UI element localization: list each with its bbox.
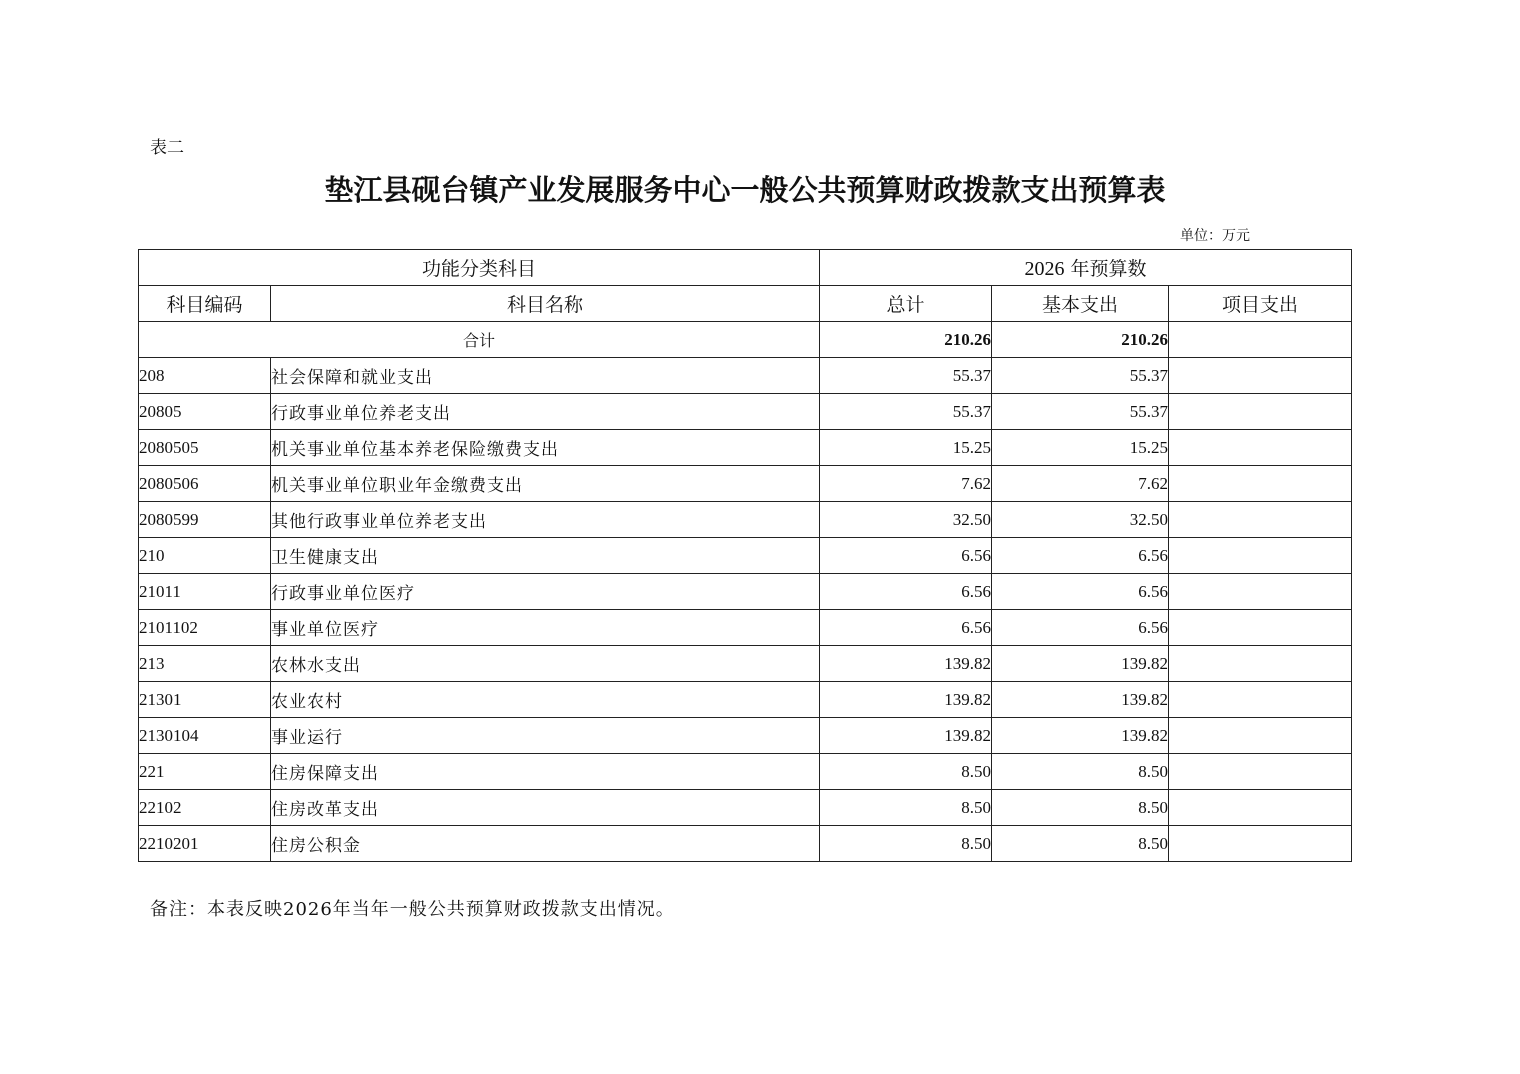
row-project (1169, 790, 1352, 826)
row-code: 21011 (139, 574, 271, 610)
table-label: 表二 (150, 138, 184, 158)
header-budget-year-number: 2026 (1024, 258, 1065, 280)
row-basic: 15.25 (992, 430, 1169, 466)
table-row (139, 646, 1352, 682)
unit-label: 单位：万元 (1180, 228, 1250, 244)
remark-note: 备注：本表反映2026年当年一般公共预算财政拨款支出情况。 (150, 899, 675, 920)
row-name: 机关事业单位基本养老保险缴费支出 (271, 430, 820, 466)
header-col-total: 总计 (820, 286, 992, 322)
row-code: 2130104 (139, 718, 271, 754)
row-project (1169, 718, 1352, 754)
total-basic: 210.26 (992, 322, 1169, 358)
row-basic: 32.50 (992, 502, 1169, 538)
row-name: 住房改革支出 (271, 790, 820, 826)
header-budget-year (820, 250, 1352, 286)
row-project (1169, 610, 1352, 646)
row-code: 20805 (139, 394, 271, 430)
row-project (1169, 646, 1352, 682)
row-name: 农业农村 (271, 682, 820, 718)
row-total: 55.37 (820, 394, 992, 430)
table-row (139, 394, 1352, 430)
budget-table (138, 249, 1352, 862)
row-total: 6.56 (820, 574, 992, 610)
header-row-top (139, 250, 1352, 286)
table-row (139, 466, 1352, 502)
table-row (139, 502, 1352, 538)
row-name: 事业运行 (271, 718, 820, 754)
table-row (139, 574, 1352, 610)
table-row (139, 718, 1352, 754)
row-name: 事业单位医疗 (271, 610, 820, 646)
table-row (139, 610, 1352, 646)
table-body (139, 322, 1352, 862)
total-label: 合计 (139, 322, 820, 358)
row-code: 2210201 (139, 826, 271, 862)
row-total: 6.56 (820, 538, 992, 574)
row-name: 住房保障支出 (271, 754, 820, 790)
row-project (1169, 574, 1352, 610)
row-total: 15.25 (820, 430, 992, 466)
row-total: 32.50 (820, 502, 992, 538)
row-total: 8.50 (820, 754, 992, 790)
row-code: 21301 (139, 682, 271, 718)
header-col-name: 科目名称 (271, 286, 820, 322)
row-project (1169, 754, 1352, 790)
total-row (139, 322, 1352, 358)
header-col-code: 科目编码 (139, 286, 271, 322)
table-row (139, 430, 1352, 466)
row-project (1169, 358, 1352, 394)
row-total: 6.56 (820, 610, 992, 646)
total-project (1169, 322, 1352, 358)
table-row (139, 682, 1352, 718)
row-total: 55.37 (820, 358, 992, 394)
row-name: 其他行政事业单位养老支出 (271, 502, 820, 538)
row-total: 139.82 (820, 646, 992, 682)
row-basic: 8.50 (992, 790, 1169, 826)
row-basic: 139.82 (992, 718, 1169, 754)
row-basic: 139.82 (992, 682, 1169, 718)
row-code: 213 (139, 646, 271, 682)
table-row (139, 826, 1352, 862)
header-row-columns (139, 286, 1352, 322)
row-code: 2080505 (139, 430, 271, 466)
row-name: 卫生健康支出 (271, 538, 820, 574)
row-basic: 7.62 (992, 466, 1169, 502)
table-row (139, 754, 1352, 790)
row-code: 2080506 (139, 466, 271, 502)
row-total: 7.62 (820, 466, 992, 502)
page-title: 垫江县砚台镇产业发展服务中心一般公共预算财政拨款支出预算表 (324, 173, 1166, 207)
header-col-project: 项目支出 (1169, 286, 1352, 322)
row-basic: 55.37 (992, 358, 1169, 394)
header-budget-year-text: 年预算数 (1070, 258, 1147, 280)
table-row (139, 538, 1352, 574)
row-project (1169, 826, 1352, 862)
row-basic: 8.50 (992, 826, 1169, 862)
row-project (1169, 538, 1352, 574)
row-name: 行政事业单位养老支出 (271, 394, 820, 430)
row-name: 行政事业单位医疗 (271, 574, 820, 610)
row-total: 139.82 (820, 682, 992, 718)
row-total: 8.50 (820, 826, 992, 862)
row-name: 社会保障和就业支出 (271, 358, 820, 394)
row-project (1169, 682, 1352, 718)
row-code: 208 (139, 358, 271, 394)
row-code: 22102 (139, 790, 271, 826)
row-basic: 6.56 (992, 574, 1169, 610)
row-total: 8.50 (820, 790, 992, 826)
row-project (1169, 502, 1352, 538)
row-code: 221 (139, 754, 271, 790)
row-total: 139.82 (820, 718, 992, 754)
row-code: 2080599 (139, 502, 271, 538)
row-code: 210 (139, 538, 271, 574)
row-project (1169, 394, 1352, 430)
table-row (139, 790, 1352, 826)
row-basic: 6.56 (992, 610, 1169, 646)
row-name: 农林水支出 (271, 646, 820, 682)
row-project (1169, 466, 1352, 502)
row-name: 机关事业单位职业年金缴费支出 (271, 466, 820, 502)
row-basic: 55.37 (992, 394, 1169, 430)
table-row (139, 358, 1352, 394)
row-project (1169, 430, 1352, 466)
header-function-category: 功能分类科目 (139, 250, 820, 286)
row-basic: 8.50 (992, 754, 1169, 790)
row-code: 2101102 (139, 610, 271, 646)
row-name: 住房公积金 (271, 826, 820, 862)
row-basic: 6.56 (992, 538, 1169, 574)
row-basic: 139.82 (992, 646, 1169, 682)
total-total: 210.26 (820, 322, 992, 358)
header-col-basic: 基本支出 (992, 286, 1169, 322)
